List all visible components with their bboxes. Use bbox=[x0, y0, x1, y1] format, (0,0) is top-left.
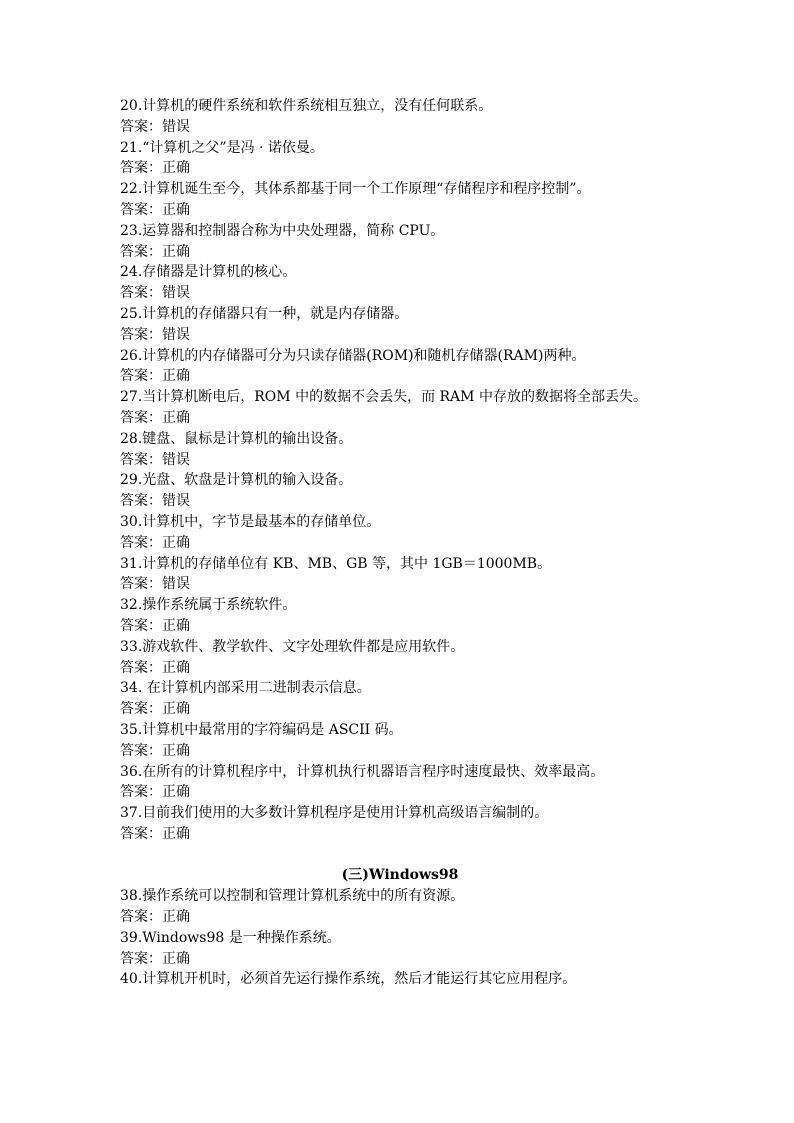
question-text: 26.计算机的内存储器可分为只读存储器(ROM)和随机存储器(RAM)两种。 bbox=[120, 347, 586, 364]
answer-text: 答案：错误 bbox=[120, 493, 190, 510]
answer-text: 答案：正确 bbox=[120, 201, 190, 218]
answer-text: 答案：错误 bbox=[120, 451, 190, 468]
answer-text: 答案：错误 bbox=[120, 118, 190, 135]
answer-text: 答案：正确 bbox=[120, 243, 190, 260]
question-text: 27.当计算机断电后，ROM 中的数据不会丢失，而 RAM 中存放的数据将全部丢失。 bbox=[120, 389, 647, 406]
question-text: 29.光盘、软盘是计算机的输入设备。 bbox=[120, 472, 353, 489]
question-text: 20.计算机的硬件系统和软件系统相互独立，没有任何联系。 bbox=[120, 98, 493, 114]
question-text: 38.操作系统可以控制和管理计算机系统中的所有资源。 bbox=[120, 888, 465, 905]
answer-text: 答案：正确 bbox=[120, 742, 190, 759]
question-text: 30.计算机中，字节是最基本的存储单位。 bbox=[120, 513, 381, 530]
question-text: 39.Windows98 是一种操作系统。 bbox=[120, 929, 341, 946]
question-text: 35.计算机中最常用的字符编码是 ASCII 码。 bbox=[120, 721, 403, 738]
question-text: 32.操作系统属于系统软件。 bbox=[120, 597, 297, 614]
question-text: 24.存储器是计算机的核心。 bbox=[120, 264, 297, 281]
question-text: 33.游戏软件、教学软件、文字处理软件都是应用软件。 bbox=[120, 638, 465, 655]
question-text: 34. 在计算机内部采用二进制表示信息。 bbox=[120, 680, 371, 697]
question-text: 23.运算器和控制器合称为中央处理器，简称 CPU。 bbox=[120, 222, 445, 239]
answer-text: 答案：错误 bbox=[120, 576, 190, 593]
document-page bbox=[120, 96, 680, 990]
question-text: 40.计算机开机时，必须首先运行操作系统，然后才能运行其它应用程序。 bbox=[120, 971, 577, 988]
answer-text: 答案：正确 bbox=[120, 160, 190, 177]
answer-text: 答案：正确 bbox=[120, 784, 190, 801]
question-text: 21.“计算机之父”是冯 · 诺依曼。 bbox=[120, 139, 324, 156]
answer-text: 答案：正确 bbox=[120, 409, 190, 426]
answer-text: 答案：正确 bbox=[120, 909, 190, 926]
answer-text: 答案：正确 bbox=[120, 701, 190, 718]
answer-text: 答案：正确 bbox=[120, 825, 190, 842]
answer-text: 答案：错误 bbox=[120, 285, 190, 302]
question-text: 37.目前我们使用的大多数计算机程序是使用计算机高级语言编制的。 bbox=[120, 805, 549, 822]
question-text: 25.计算机的存储器只有一种，就是内存储器。 bbox=[120, 305, 409, 322]
answer-text: 答案：正确 bbox=[120, 617, 190, 634]
question-text: 28.键盘、鼠标是计算机的输出设备。 bbox=[120, 430, 353, 447]
question-list-section-1 bbox=[120, 96, 680, 845]
answer-text: 答案：正确 bbox=[120, 368, 190, 385]
question-list-section-2 bbox=[120, 886, 680, 990]
answer-text: 答案：正确 bbox=[120, 950, 190, 967]
answer-text: 答案：正确 bbox=[120, 534, 190, 551]
question-text: 36.在所有的计算机程序中，计算机执行机器语言程序时速度最快、效率最高。 bbox=[120, 763, 605, 780]
question-text: 31.计算机的存储单位有 KB、MB、GB 等，其中 1GB＝1000MB。 bbox=[120, 555, 552, 572]
blank-line bbox=[120, 845, 680, 866]
question-text: 22.计算机诞生至今，其体系都基于同一个工作原理“存储程序和程序控制”。 bbox=[120, 181, 591, 198]
answer-text: 答案：正确 bbox=[120, 659, 190, 676]
answer-text: 答案：错误 bbox=[120, 326, 190, 343]
section-title: (三)Windows98 bbox=[341, 867, 459, 884]
